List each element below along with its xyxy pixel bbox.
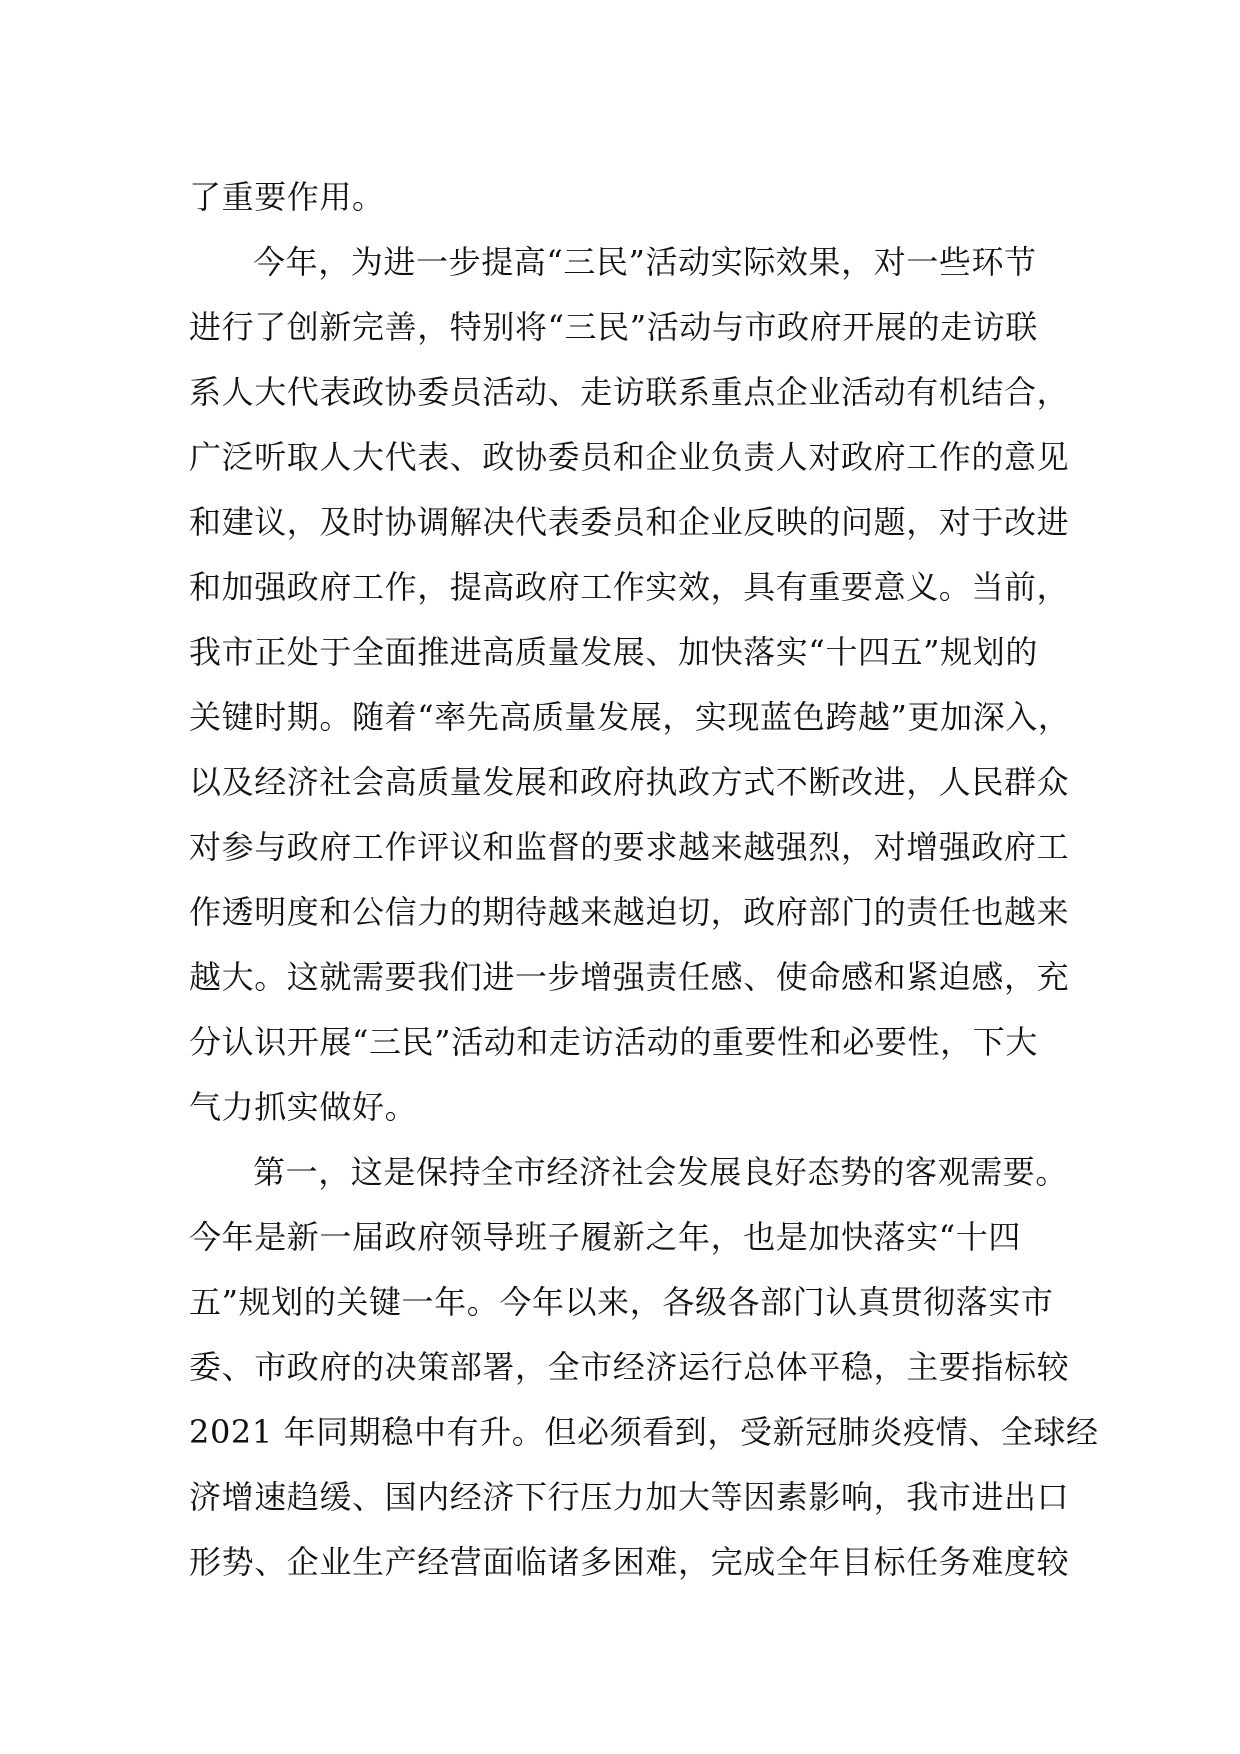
paragraph-start-line: 第一，这是保持全市经济社会发展良好态势的客观需要。 xyxy=(253,1153,1069,1191)
body-line: 委、市政府的决策部署，全市经济运行总体平稳，主要指标较 xyxy=(189,1348,1070,1386)
body-line: 广泛听取人大代表、政协委员和企业负责人对政府工作的意见 xyxy=(189,438,1070,476)
body-line: 关键时期。随着“率先高质量发展，实现蓝色跨越”更加深入， xyxy=(189,698,1071,736)
body-line: 五”规划的关键一年。今年以来，各级各部门认真贯彻落实市 xyxy=(189,1283,1054,1321)
body-line: 我市正处于全面推进高质量发展、加快落实“十四五”规划的 xyxy=(189,633,1038,671)
body-line: 对参与政府工作评议和监督的要求越来越强烈，对增强政府工 xyxy=(189,828,1070,866)
body-line: 和建议，及时协调解决代表委员和企业反映的问题，对于改进 xyxy=(189,503,1070,541)
body-line: 形势、企业生产经营面临诸多困难，完成全年目标任务难度较 xyxy=(189,1543,1070,1581)
body-line: 济增速趋缓、国内经济下行压力加大等因素影响，我市进出口 xyxy=(189,1478,1070,1516)
body-line: 今年是新一届政府领导班子履新之年，也是加快落实“十四 xyxy=(189,1218,1021,1256)
body-line: 了重要作用。 xyxy=(189,178,385,216)
body-line: 作透明度和公信力的期待越来越迫切，政府部门的责任也越来 xyxy=(189,893,1070,931)
body-line: 进行了创新完善，特别将“三民”活动与市政府开展的走访联 xyxy=(189,308,1038,346)
body-line: 系人大代表政协委员活动、走访联系重点企业活动有机结合， xyxy=(189,373,1070,411)
body-line: 越大。这就需要我们进一步增强责任感、使命感和紧迫感，充 xyxy=(189,958,1070,996)
body-line: 以及经济社会高质量发展和政府执政方式不断改进，人民群众 xyxy=(189,763,1070,801)
body-line: 分认识开展“三民”活动和走访活动的重要性和必要性，下大 xyxy=(189,1023,1038,1061)
body-line: 和加强政府工作，提高政府工作实效，具有重要意义。当前， xyxy=(189,568,1070,606)
document-body xyxy=(189,165,1099,1595)
body-line: 气力抓实做好。 xyxy=(189,1088,418,1126)
paragraph-start-line: 今年，为进一步提高“三民”活动实际效果，对一些环节 xyxy=(253,243,1037,281)
body-line: 2021 年同期稳中有升。但必须看到，受新冠肺炎疫情、全球经 xyxy=(189,1413,1099,1451)
